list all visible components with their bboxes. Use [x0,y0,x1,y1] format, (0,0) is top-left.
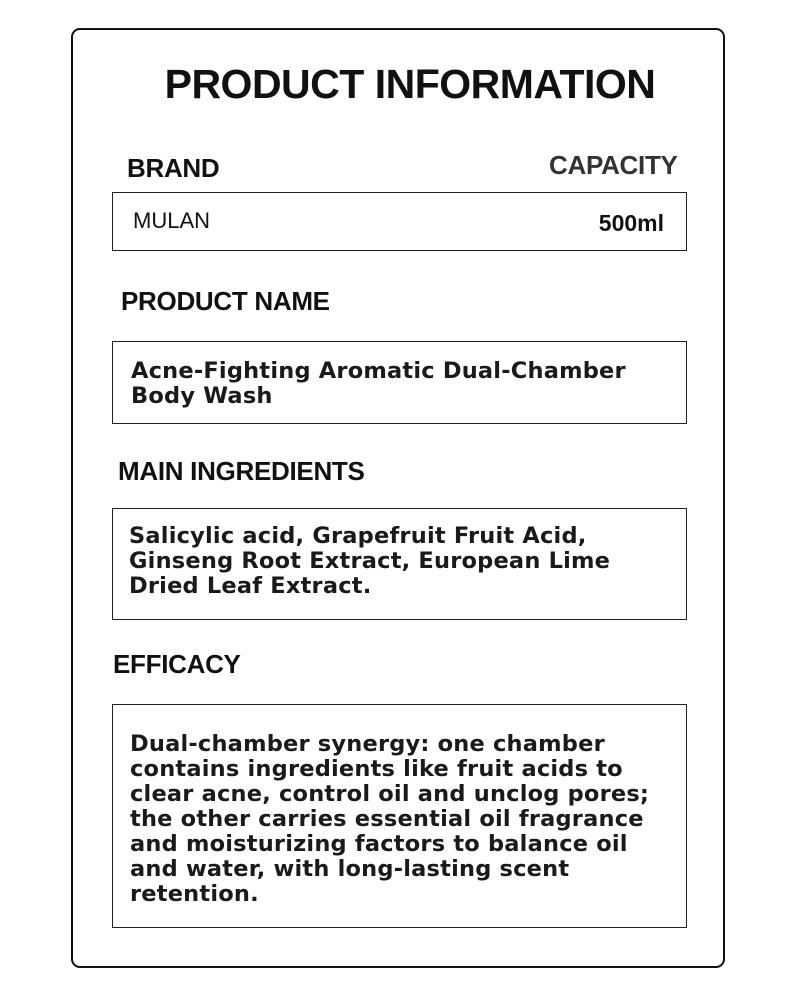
brand-value: MULAN [133,208,211,233]
capacity-label: CAPACITY [549,150,678,180]
main-ingredients-value: Salicylic acid, Grapefruit Fruit Acid, Ginseng Root Extract, European Lime Dried Leaf Extract. [129,523,611,599]
brand-label: BRAND [127,153,220,183]
efficacy-value: Dual-chamber synergy: one chamber contains ingredients like fruit acids to clear acne, control oil and unclog pores; the other carries essential oil fragrance and moisturizing factors to balance oil and water, with long-lasting scent retention. [130,731,650,907]
product-name-value: Acne-Fighting Aromatic Dual-Chamber Body Wash [131,358,626,409]
capacity-value: 500ml [598,210,664,236]
main-ingredients-box [112,508,687,620]
main-ingredients-label: MAIN INGREDIENTS [118,456,365,486]
efficacy-label: EFFICACY [113,649,241,679]
efficacy-box [112,704,687,928]
product-name-label: PRODUCT NAME [121,286,330,316]
page-title: PRODUCT INFORMATION [164,61,656,107]
brand-capacity-box [112,192,687,251]
product-name-box [112,341,687,424]
